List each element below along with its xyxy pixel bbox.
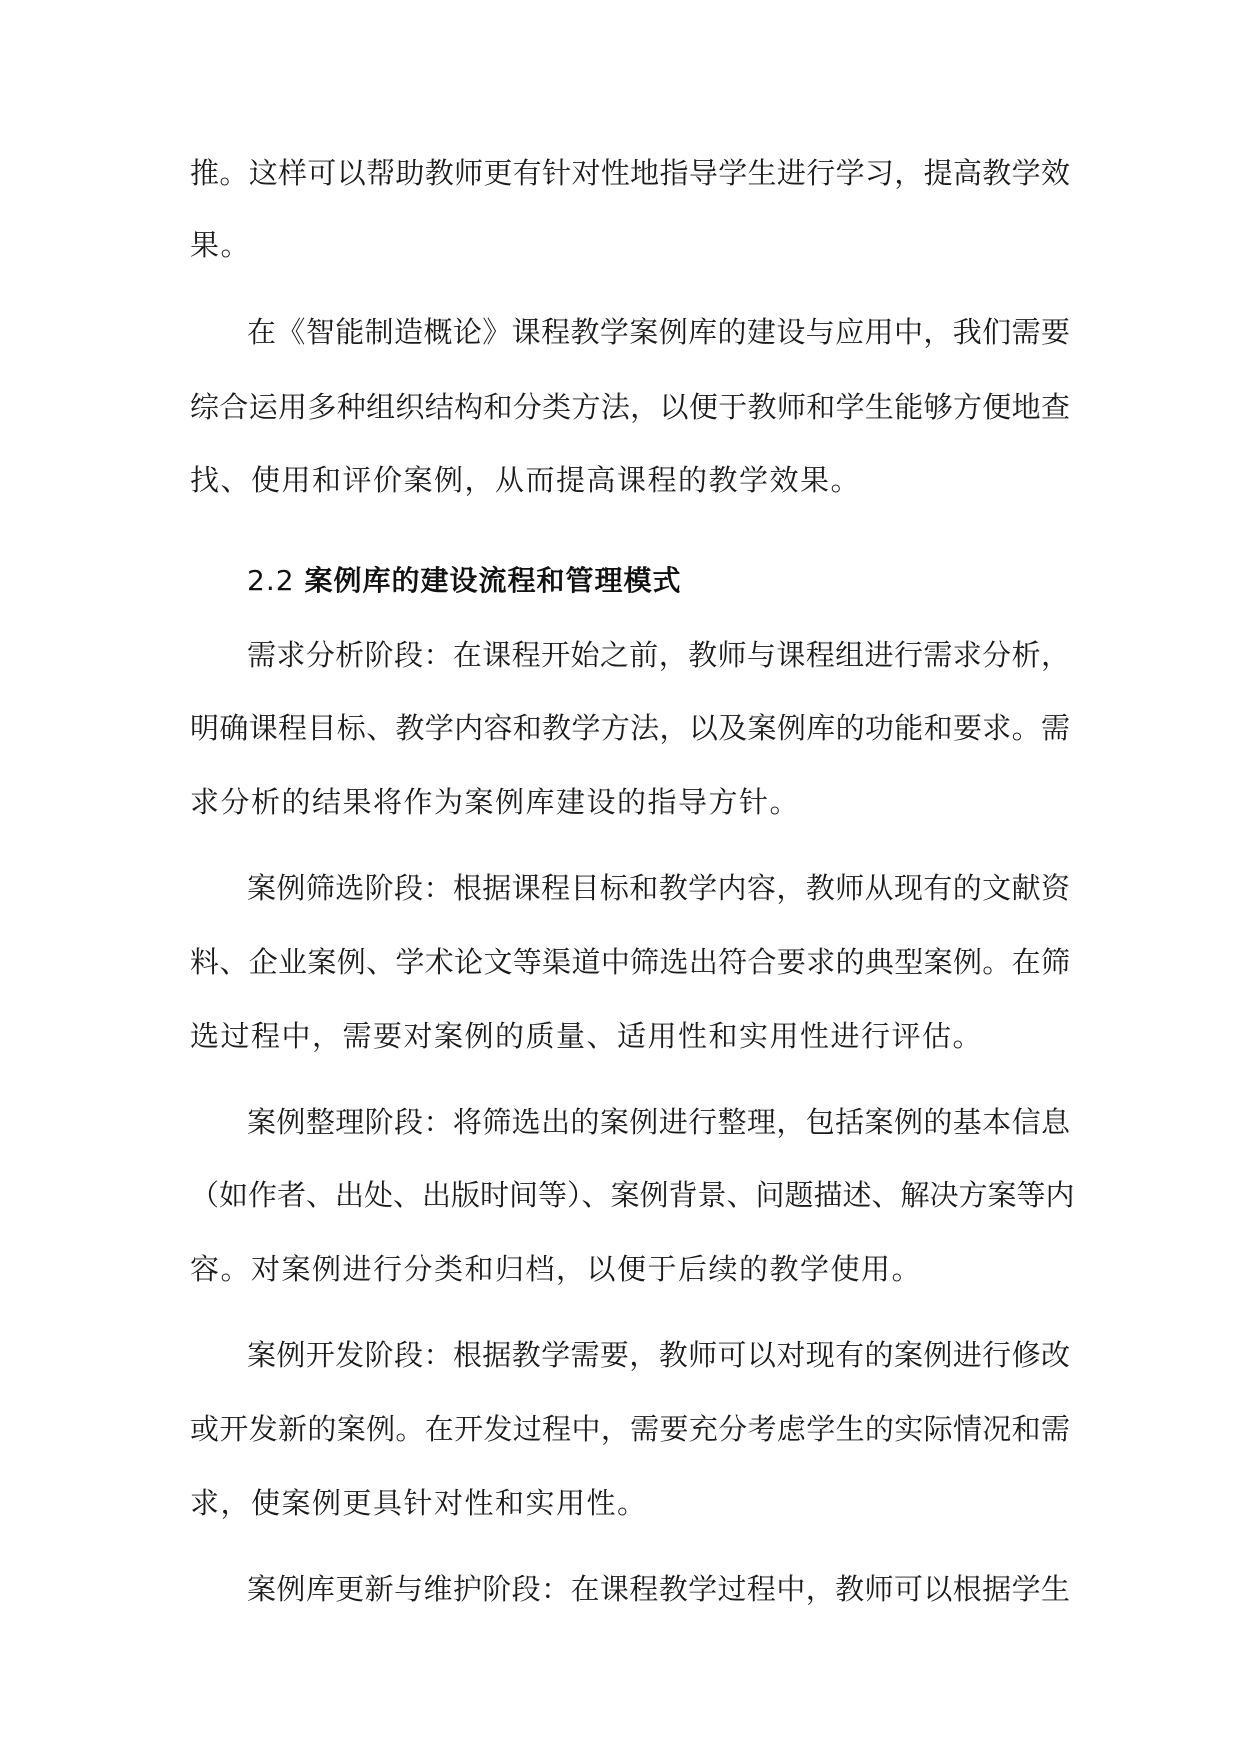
paragraph-line: 或开发新的案例。在开发过程中，需要充分考虑学生的实际情况和需 [190, 1412, 1070, 1446]
paragraph-line: 求，使案例更具针对性和实用性。 [190, 1486, 648, 1520]
paragraph-line: 综合运用多种组织结构和分类方法，以便于教师和学生能够方便地查 [190, 390, 1070, 424]
paragraph-line: 案例筛选阶段：根据课程目标和教学内容，教师从现有的文献资 [247, 871, 1070, 905]
paragraph-line: 果。 [190, 228, 252, 262]
paragraph-line: 容。对案例进行分类和归档，以便于后续的教学使用。 [190, 1252, 923, 1286]
paragraph-line: 案例库更新与维护阶段：在课程教学过程中，教师可以根据学生 [247, 1572, 1070, 1606]
section-heading [247, 561, 682, 601]
paragraph-line: （如作者、出处、出版时间等）、案例背景、问题描述、解决方案等内 [190, 1178, 1075, 1212]
paragraph-line: 明确课程目标、教学内容和教学方法，以及案例库的功能和要求。需 [190, 711, 1070, 745]
paragraph-line: 求分析的结果将作为案例库建设的指导方针。 [190, 785, 801, 819]
paragraph-line: 案例开发阶段：根据教学需要，教师可以对现有的案例进行修改 [247, 1338, 1070, 1372]
paragraph-line: 需求分析阶段：在课程开始之前，教师与课程组进行需求分析， [247, 638, 1070, 672]
paragraph-line: 选过程中，需要对案例的质量、适用性和实用性进行评估。 [190, 1019, 984, 1053]
paragraph-line: 料、企业案例、学术论文等渠道中筛选出符合要求的典型案例。在筛 [190, 945, 1070, 979]
paragraph-line: 找、使用和评价案例，从而提高课程的教学效果。 [190, 463, 862, 497]
section-number: 2.2 [247, 564, 295, 597]
paragraph-line: 案例整理阶段：将筛选出的案例进行整理，包括案例的基本信息 [247, 1105, 1070, 1139]
paragraph-line: 推。这样可以帮助教师更有针对性地指导学生进行学习，提高教学效 [190, 156, 1070, 190]
paragraph-line: 在《智能制造概论》课程教学案例库的建设与应用中，我们需要 [247, 315, 1070, 349]
section-title: 案例库的建设流程和管理模式 [304, 564, 682, 597]
